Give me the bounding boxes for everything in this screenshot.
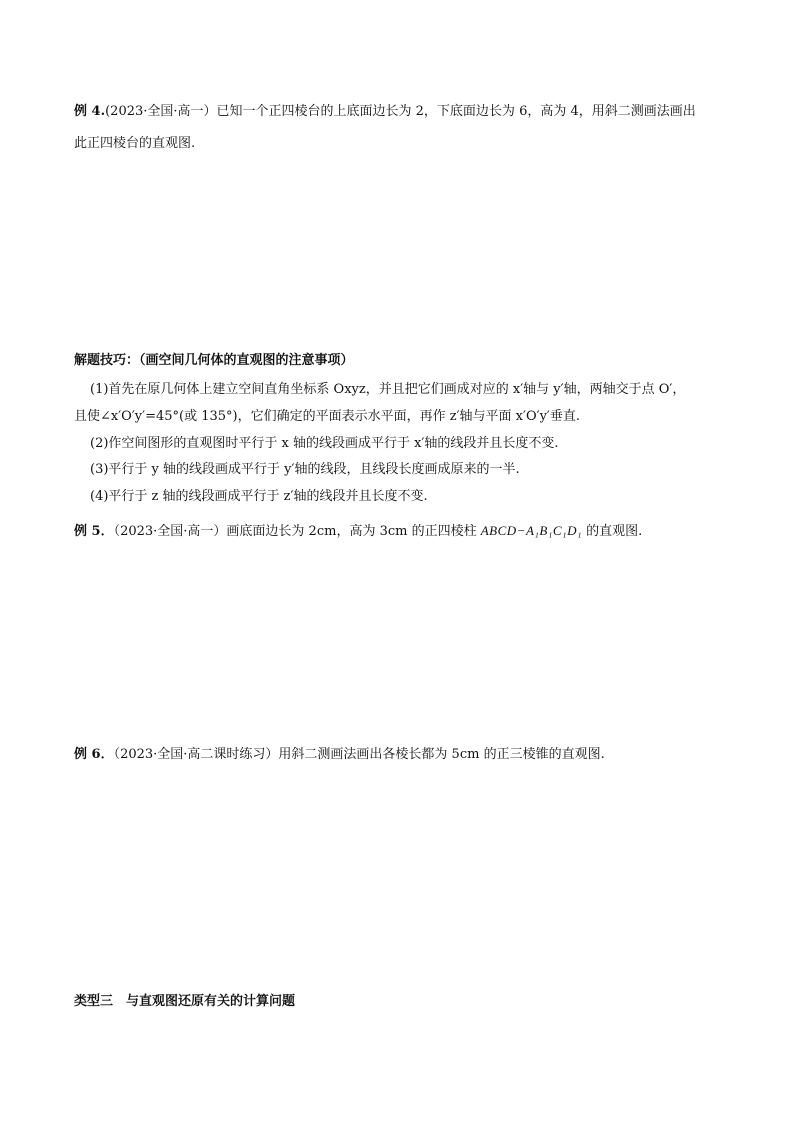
tips-point-3: (3)平行于 y 轴的线段画成平行于 y′轴的线段，且线段长度画成原来的一半. xyxy=(90,462,520,477)
tips-heading xyxy=(74,352,354,370)
prism-top-name: A₁B₁C₁D₁ xyxy=(525,523,582,538)
tips-point-2: (2)作空间图形的直观图时平行于 x 轴的线段画成平行于 x′轴的线段并且长度不变. xyxy=(90,436,559,451)
example-4-label: 例 4. xyxy=(74,104,106,119)
tips-point-1a: (1)首先在原几何体上建立空间直角坐标系 Oxyz，并且把它们画成对应的 x′轴与 y′轴，两轴交于点 O′， xyxy=(90,382,686,397)
example-6-label: 例 6． xyxy=(74,747,114,762)
section-3-title: 类型三 与直观图还原有关的计算问题 xyxy=(74,994,296,1009)
prism-dash: − xyxy=(516,523,526,538)
prism-base-name: ABCD xyxy=(480,523,517,538)
tips-subtitle: （画空间几何体的直观图的注意事项） xyxy=(139,353,354,368)
example-5 xyxy=(74,522,642,541)
example-5-text-after: 的直观图. xyxy=(581,524,643,539)
example-6-text: （2023·全国·高二课时练习）用斜二测画法画出各棱长都为 5cm 的正三棱锥的直观图. xyxy=(113,747,605,762)
example-5-text-before: （2023·全国·高一）画底面边长为 2cm，高为 3cm 的正四棱柱 xyxy=(113,524,481,539)
example-6 xyxy=(74,746,605,764)
example-4-text-1: (2023·全国·高一）已知一个正四棱台的上底面边长为 2，下底面边长为 6，高为 4，用斜二测画法画出 xyxy=(105,104,696,119)
tips-point-1b: 且使∠x′O′y′=45°(或 135°)，它们确定的平面表示水平面，再作 z′轴与平面 x′O′y′垂直. xyxy=(74,409,580,424)
example-4-line-1 xyxy=(74,103,696,121)
example-5-label: 例 5． xyxy=(74,524,114,539)
tips-title: 解题技巧： xyxy=(74,353,140,368)
tips-point-4: (4)平行于 z 轴的线段画成平行于 z′轴的线段并且长度不变. xyxy=(90,489,428,504)
example-4-line-2: 此正四棱台的直观图. xyxy=(74,136,196,151)
